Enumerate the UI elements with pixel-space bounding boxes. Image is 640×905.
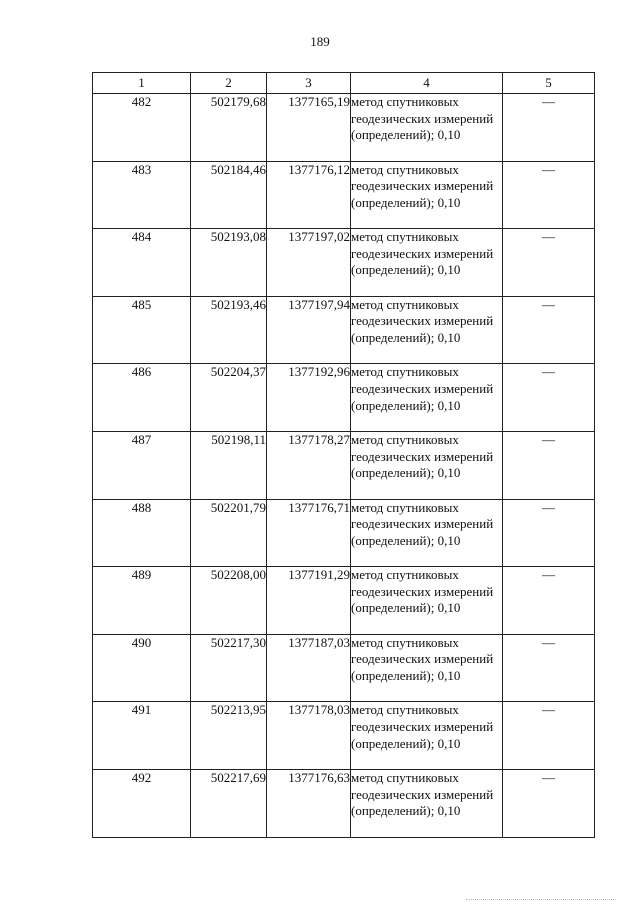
y-coordinate-cell: 1377165,19 — [267, 94, 351, 162]
x-coordinate-cell: 502217,30 — [191, 634, 267, 702]
scan-artifact — [466, 899, 616, 903]
x-coordinate-cell: 502184,46 — [191, 161, 267, 229]
method-cell: метод спутниковых геодезических измерений (определений); 0,10 — [351, 161, 503, 229]
note-cell: — — [503, 364, 595, 432]
point-number-cell: 492 — [93, 769, 191, 837]
note-cell: — — [503, 634, 595, 702]
y-coordinate-cell: 1377176,63 — [267, 769, 351, 837]
table-row — [93, 499, 595, 567]
point-number-cell: 487 — [93, 431, 191, 499]
table-row — [93, 702, 595, 770]
table-row — [93, 229, 595, 297]
method-cell: метод спутниковых геодезических измерений (определений); 0,10 — [351, 567, 503, 635]
note-cell: — — [503, 296, 595, 364]
x-coordinate-cell: 502217,69 — [191, 769, 267, 837]
column-header-2: 2 — [191, 73, 267, 94]
note-cell: — — [503, 567, 595, 635]
table-body — [93, 94, 595, 838]
note-cell: — — [503, 702, 595, 770]
x-coordinate-cell: 502204,37 — [191, 364, 267, 432]
point-number-cell: 488 — [93, 499, 191, 567]
x-coordinate-cell: 502179,68 — [191, 94, 267, 162]
point-number-cell: 484 — [93, 229, 191, 297]
note-cell: — — [503, 161, 595, 229]
x-coordinate-cell: 502213,95 — [191, 702, 267, 770]
point-number-cell: 482 — [93, 94, 191, 162]
x-coordinate-cell: 502193,46 — [191, 296, 267, 364]
x-coordinate-cell: 502201,79 — [191, 499, 267, 567]
method-cell: метод спутниковых геодезических измерений (определений); 0,10 — [351, 634, 503, 702]
method-cell: метод спутниковых геодезических измерений (определений); 0,10 — [351, 296, 503, 364]
point-number-cell: 489 — [93, 567, 191, 635]
method-cell: метод спутниковых геодезических измерений (определений); 0,10 — [351, 499, 503, 567]
table-header-row — [93, 73, 595, 94]
table-row — [93, 94, 595, 162]
table-row — [93, 634, 595, 702]
y-coordinate-cell: 1377176,12 — [267, 161, 351, 229]
table-row — [93, 161, 595, 229]
x-coordinate-cell: 502208,00 — [191, 567, 267, 635]
method-cell: метод спутниковых геодезических измерений (определений); 0,10 — [351, 769, 503, 837]
table-row — [93, 769, 595, 837]
page-number: 189 — [310, 34, 330, 49]
point-number-cell: 483 — [93, 161, 191, 229]
table-row — [93, 364, 595, 432]
x-coordinate-cell: 502193,08 — [191, 229, 267, 297]
method-cell: метод спутниковых геодезических измерений (определений); 0,10 — [351, 229, 503, 297]
method-cell: метод спутниковых геодезических измерений (определений); 0,10 — [351, 94, 503, 162]
table-row — [93, 567, 595, 635]
table-row — [93, 431, 595, 499]
table-row — [93, 296, 595, 364]
y-coordinate-cell: 1377197,02 — [267, 229, 351, 297]
coordinates-table — [92, 72, 595, 838]
note-cell: — — [503, 499, 595, 567]
point-number-cell: 485 — [93, 296, 191, 364]
y-coordinate-cell: 1377176,71 — [267, 499, 351, 567]
note-cell: — — [503, 229, 595, 297]
column-header-3: 3 — [267, 73, 351, 94]
point-number-cell: 490 — [93, 634, 191, 702]
note-cell: — — [503, 94, 595, 162]
y-coordinate-cell: 1377191,29 — [267, 567, 351, 635]
x-coordinate-cell: 502198,11 — [191, 431, 267, 499]
column-header-1: 1 — [93, 73, 191, 94]
note-cell: — — [503, 431, 595, 499]
point-number-cell: 486 — [93, 364, 191, 432]
column-header-5: 5 — [503, 73, 595, 94]
y-coordinate-cell: 1377178,03 — [267, 702, 351, 770]
method-cell: метод спутниковых геодезических измерений (определений); 0,10 — [351, 364, 503, 432]
column-header-4: 4 — [351, 73, 503, 94]
note-cell: — — [503, 769, 595, 837]
y-coordinate-cell: 1377192,96 — [267, 364, 351, 432]
point-number-cell: 491 — [93, 702, 191, 770]
y-coordinate-cell: 1377197,94 — [267, 296, 351, 364]
y-coordinate-cell: 1377187,03 — [267, 634, 351, 702]
method-cell: метод спутниковых геодезических измерений (определений); 0,10 — [351, 431, 503, 499]
method-cell: метод спутниковых геодезических измерений (определений); 0,10 — [351, 702, 503, 770]
y-coordinate-cell: 1377178,27 — [267, 431, 351, 499]
